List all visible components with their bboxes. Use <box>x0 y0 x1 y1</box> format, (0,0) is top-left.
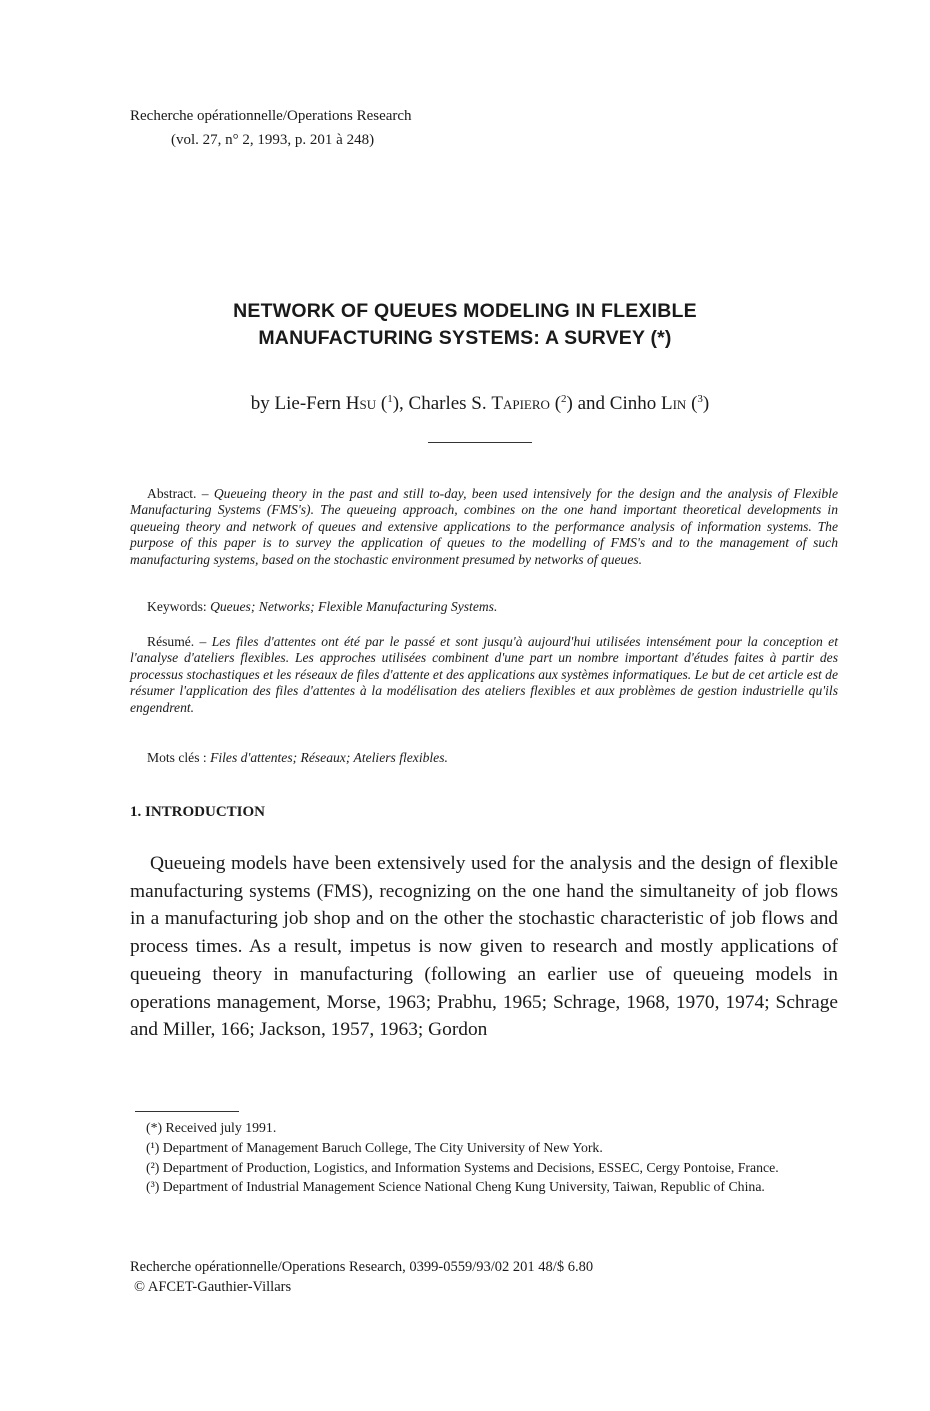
author-2-last: Tapiero <box>491 393 550 414</box>
resume-block <box>130 634 838 716</box>
resume-label: Résumé. – <box>147 634 212 649</box>
abstract-label: Abstract. – <box>147 486 214 501</box>
journal-volume: (vol. 27, n° 2, 1993, p. 201 à 248) <box>171 132 375 148</box>
footnotes <box>130 1118 838 1197</box>
section-heading: 1. INTRODUCTION <box>130 804 266 820</box>
keywords-text: Queues; Networks; Flexible Manufacturing Systems. <box>210 599 498 614</box>
journal-name: Recherche opérationnelle/Operations Research <box>130 108 412 124</box>
author-line: by Lie-Fern Hsu ($^1$), Charles S. Tapiero ($^2$) and Cinho Lin ($^3$) <box>250 393 710 414</box>
introduction-paragraph: Queueing models have been extensively used for the analysis and the design of flexible manufacturing systems (FMS), recognizing on the one hand the simultaneity of job flows in a manufacturing job shop and on the other the stochastic characteristic of job flows and process times. As a result, impetus is now given to research and mostly applications of queueing theory in manufacturing (following an earlier use of queueing models in operations management, Morse, 1963; Prabhu, 1965; Schrage, 1968, 1970, 1974; Schrage and Miller, 166; Jackson, 1957, 1963; Gordon <box>130 853 838 1041</box>
author-2-first: Charles S. <box>408 393 492 414</box>
paper-title <box>0 298 930 352</box>
author-3-first: Cinho <box>609 393 661 414</box>
author-1-mark: 1 <box>387 393 393 405</box>
introduction-body <box>130 850 838 1044</box>
author-3-mark: 3 <box>697 393 703 405</box>
and-word: and <box>572 393 610 414</box>
keywords-label: Keywords: <box>147 599 211 614</box>
footnote-received: (*) Received july 1991. <box>146 1120 277 1135</box>
footer-journal: Recherche opérationnelle/Operations Research, 0399-0559/93/02 201 48/$ 6.80 <box>130 1259 594 1275</box>
title-divider <box>428 442 532 443</box>
resume-text: Les files d'attentes ont été par le passé et sont jusqu'à aujourd'hui utilisées intensément pour la conception et l'analyse d'ateliers flexibles. Les approches utilisées combinent d'une part un nombre important d'études faites à partir des processus stochastiques et les réseaux de files d'attente et des applications aux systèmes informatiques. Le but de cet article est de résumer l'application des files d'attentes à la modélisation des ateliers flexibles et aux problèmes de gestion industrielle qu'ils engendrent. <box>130 634 839 715</box>
author-1-last: Hsu <box>345 393 377 414</box>
keywords-line <box>147 599 497 615</box>
footnote-2: (²) Department of Production, Logistics, and Information Systems and Decisions, ESSEC, Cergy Pontoise, France. <box>146 1159 779 1175</box>
mots-cles-label: Mots clés : <box>147 750 211 765</box>
mots-cles-text: Files d'attentes; Réseaux; Ateliers flexibles. <box>210 750 448 765</box>
by-word: by <box>250 393 275 414</box>
footnote-3: (³) Department of Industrial Management Science National Cheng Kung University, Taiwan, Republic of China. <box>146 1179 765 1195</box>
author-1-first: Lie-Fern <box>274 393 346 414</box>
journal-header <box>130 104 412 152</box>
author-2-mark: 2 <box>561 393 567 405</box>
footnote-1: (¹) Department of Management Baruch College, The City University of New York. <box>146 1139 603 1155</box>
abstract-text: Queueing theory in the past and still to-day, been used intensively for the design and the analysis of Flexible Manufacturing Systems (FMS's). The queueing approach, combines on the one hand important theoretical developments in queueing theory and network of queues and extensive applications to the performance analysis of information systems. The purpose of this paper is to survey the application of queues to the modelling of FMS's and to the management of such manufacturing systems, based on the stochastic environment presumed by networks of queues. <box>130 486 838 567</box>
page-footer <box>130 1257 593 1297</box>
abstract-block <box>130 486 838 568</box>
author-separator: , <box>399 393 409 414</box>
footer-copyright: © AFCET-Gauthier-Villars <box>134 1279 292 1295</box>
title-line-2: MANUFACTURING SYSTEMS: A SURVEY (*) <box>258 327 672 349</box>
mots-cles-line <box>147 750 448 766</box>
footnote-rule <box>135 1111 239 1112</box>
title-line-1: NETWORK OF QUEUES MODELING IN FLEXIBLE <box>233 300 697 322</box>
author-3-last: Lin <box>660 393 687 414</box>
